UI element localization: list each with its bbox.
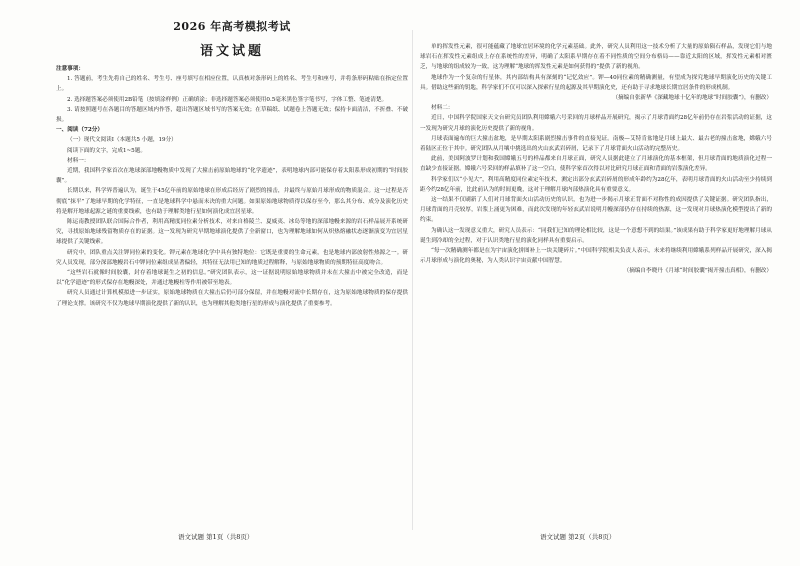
article-paragraph: 近期，我国科学家首次在地球深部地幔物质中发现了大撞击前原始地球的“化学遗迹”，表明地球内部可能保存着太阳系形成初期的“时间胶囊”。 [56,168,408,185]
material-label: 材料二： [431,105,454,112]
page2-column [420,42,772,277]
article-paragraph: 此前，美国阿波罗计划和我国嫦娥五号的样品都来自月球正面，研究人员据此建立了月球演化的基本框架，但月球背面的地质演化过程一直缺少直接证据。嫦娥六号采回的样品填补了这一空白，使科学家首次得以对比研究月球正面和背面的岩浆演化差异。 [420,156,772,173]
article-paragraph: 长期以来，科学界普遍认为，诞生于45亿年前的原始地球在形成后经历了剧烈的撞击，并最终与原始月球形成的物质混合。这一过程是否彻底“抹平”了地球早期的化学特征，一直是地球科学中悬而未决的重大问题。如果原始地球物质得以保存至今，那么其分布、成分及演化历史将是解开地球起源之谜的重要线索，也有助于理解类地行星如何演化成宜居星球。 [56,188,408,215]
material-label: 材料一： [67,157,90,164]
article-paragraph: 科学家们以“小见大”，利用高精度同位素定年技术，测定出部分玄武岩碎屑的形成年龄约为28亿年，表明月球背面的火山活动至少持续到距今约28亿年前，比此前认为的时间更晚，这对于理解月球内部热演化具有重要意义。 [420,176,772,193]
article-paragraph: 这一结果不仅刷新了人们对月球背面火山活动历史的认识，也为进一步揭示月球正背面不对称性的成因提供了关键证据。研究团队指出，月球背面的月壳较厚，岩浆上涌更为困难，而此次发现的年轻玄武岩说明月幔深部仍存在持续的热源，这一发现对月球热演化模型提出了新的约束。 [420,197,772,224]
notice-heading: 注意事项： [56,66,84,72]
subject-title: 语文试题 [199,44,264,59]
notice-item: 3. 请按照题号在各题目的答题区域内作答，超出答题区域书写的答案无效；在草稿纸、试题卷上答题无效；保持卡面清洁，不折叠、不破损。 [56,106,408,124]
article-paragraph: 陈运南教授团队联合国际合作者，利用高精度同位素分析技术，对来自格陵兰、夏威夷、冰岛等地的深部地幔来源的岩石样品展开系统研究，寻找原始地球残留物质存在的证据。这一发现为研究早期地球演化提供了全新窗口，也为理解地球如何从炽热熔融状态逐渐演变为宜居星球提供了关键线索。 [56,219,408,246]
article-paragraph: 研究中，团队重点关注钾同位素的变化。钾元素在地球化学中具有独特地位：它既是重要的生命元素，也是地球内部放射性热源之一。研究人员发现，部分深部地幔岩石中钾同位素组成显著偏轻，其特征无法用已知的地质过程解释，与原始地球物质的预期特征高度吻合。 [56,249,408,266]
exam-title: 2026 年高考模拟考试 [173,20,291,33]
article-paragraph: “每一次精确测年都是在为宇宙演化拼图补上一块关键碎片。”中国科学院相关负责人表示，未来将继续利用嫦娥系列样品开展研究，深入揭示月球形成与演化的奥秘，为人类认识宇宙贡献中国智慧。 [420,248,772,265]
notice-item: 1. 答题前，考生先将自己的姓名、考生号、座号填写在相应位置，认真核对条形码上的姓名、考生号和座号，并将条形码粘贴在指定位置上。 [56,76,408,93]
instruction: 阅读下面的文字，完成1~5题。 [67,147,146,154]
source-citation: （摘编自张新华《深藏地球十亿年的地球“时间胶囊”》，有删改） [612,95,772,102]
article-paragraph: 研究人员通过计算机模拟进一步证实，原始地球物质在大撞击后仍可部分保留，并在地幔对流中长期存在，这为原始地球物质的保存提供了理论支撑。该研究不仅为地球早期演化提供了新的认识，也为理解其他类地行星的形成与演化提供了重要参考。 [56,290,408,307]
source-citation: （摘编自李晓丹《月球“时间胶囊”揭开撞击真相》，有删改） [623,268,772,275]
article-paragraph: 地球作为一个复杂的行星体，其内部结构具有深刻的“记忆效应”。钾—40同位素的精确测量，有望成为探究地球早期演化历史的关键工具。借助这些新的钥匙，科学家们不仅可以深入探索行星的起源及其早期演化史，还有助于寻求地球长期宜居条件的形成机制。 [420,74,772,91]
subsection-heading: （一）现代文阅读Ⅰ（本题共5 小题，19分） [67,137,177,144]
page2-footer: 语文试题 第2页（共8页） [540,533,616,541]
article-paragraph: 单的挥发性元素，很可能蕴藏了地球宜居环境的化学元素基础。此外，研究人员利用这一技术分析了大量的原始陨石样品，发现它们与地球岩石在挥发性元素组成上存在系统性的差异，明确了太阳系早期存在着不同性质的空间分布格局——靠近太阳的区域，挥发性元素相对匮乏，与地球的组成较为一致，这为理解“地球的挥发性元素是如何获得的”提供了新的视角。 [420,44,772,71]
notice-item: 2. 选择题答案必须使用2B铅笔（按填涂样例）正确填涂；非选择题答案必须使用0.5毫米黑色签字笔书写，字体工整、笔迹清楚。 [67,96,388,103]
article-paragraph: 为确认这一发现意义重大，研究人员表示：“同我们已知的理论相比较，这是一个意想不到的结果。”该成果有助于科学家更好地理解月球从诞生到冷却的全过程，对于认识类地行星的演化同样具有重要启示。 [420,227,772,244]
article-paragraph: “这些岩石就像时间胶囊，封存着地球诞生之初的信息。”研究团队表示，这一证据说明原始地球物质并未在大撞击中被完全改造，而是以“化学遗迹”的形式保存在地幔深处，并通过地幔柱等作用被带至地表。 [56,270,408,287]
article-paragraph: 月球表面遍布的巨大撞击盆地，是早期太阳系剧烈撞击事件的直接见证。南极—艾特肯盆地是月球上最大、最古老的撞击盆地，嫦娥六号着陆区正位于其中。研究团队从月壤中挑选出的火山玄武岩碎屑，记录下了月球背面火山活动的完整历史。 [420,135,772,153]
page-divider [412,30,413,530]
page1-footer: 语文试题 第1页（共8页） [178,533,254,541]
section-heading: 一、阅读（72分） [56,127,103,134]
article-paragraph: 近日，中国科学院国家天文台研究员团队利用嫦娥六号采回的月球样品开展研究，揭示了月球背面约28亿年前仍存在岩浆活动的证据，这一发现为研究月球的演化历史提供了新的视角。 [420,115,772,132]
page1-column [56,64,408,309]
